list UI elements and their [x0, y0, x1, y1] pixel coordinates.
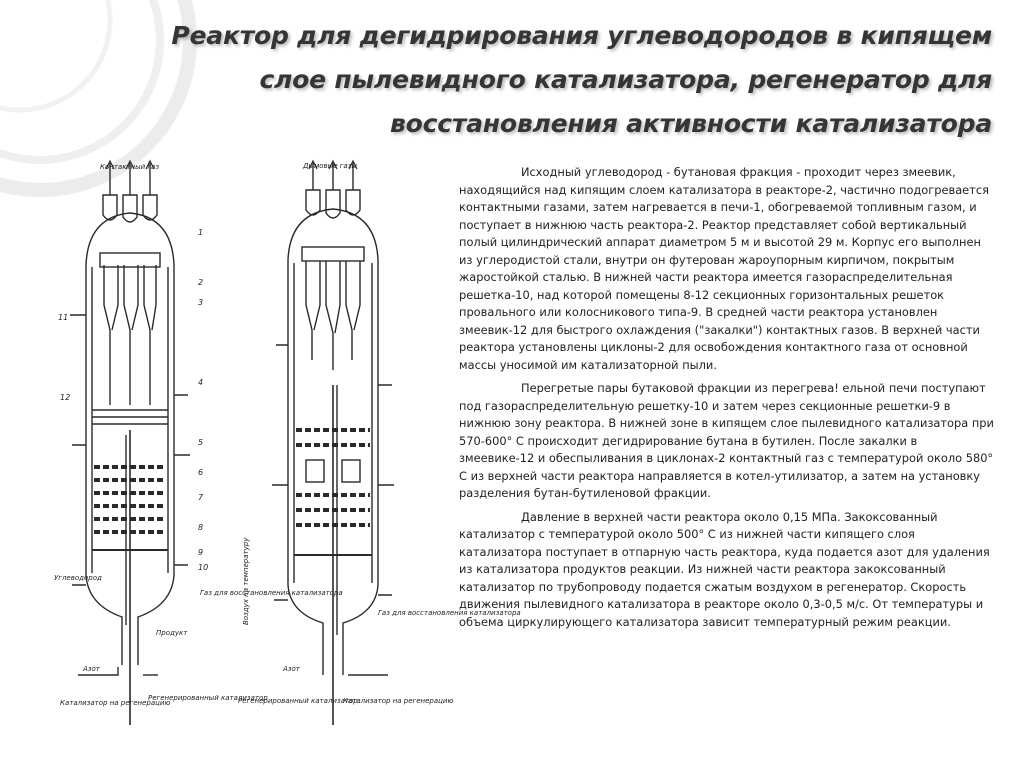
regenerator-drawing — [272, 161, 394, 725]
reactor-drawing — [70, 161, 190, 725]
label-reactor-top: Контактный газ — [100, 163, 160, 171]
paragraph-superheated: Перегретые пары бутаковой фракции из перегрева! ельной печи поступают под газораспределительную решетку-10 и затем через секционные решетки-9 в нижнюю зону реактора. В нижней зоне в кипящем слое пылевидного катализатора при 570-600° С происходит дегидрирование бутана в бутилен. После закалки в змеевике-12 и обеспыливания в циклонах-2 контактный газ с температурой около 580° С из верхней части реактора направляется в котел-утилизатор, а затем на установку разделения бутан-бутиленовой фракции. — [459, 381, 994, 500]
part-number: 10 — [198, 563, 209, 572]
part-number: 3 — [198, 298, 204, 307]
reactor-regenerator-diagram — [48, 155, 521, 735]
part-number: 2 — [198, 278, 204, 287]
part-number: 6 — [198, 468, 204, 477]
part-number: 11 — [58, 313, 69, 322]
label-regen-top: Дымовые газы — [303, 162, 357, 170]
label-air-mid: Воздух на температуру — [242, 537, 250, 625]
paragraph-process: Исходный углеводород - бутановая фракция - проходит через змеевик, находящийся над кипящим слоем катализатора в реакторе-2, частично подогревается контактными газами, затем нагревается в печи-1, обогреваемой топливным газом, и поступает в нижнюю часть реактора-2. Реактор представляет собой вертикальный полый цилиндрический аппарат диаметром 5 м и высотой 29 м. Корпус его выполнен из углеродистой стали, внутри он футерован жароупорным кирпичом, покрытым жаростойкой сталью. В нижней части реактора имеется газораспределительная решетка-10, над которой помещены 8-12 секционных горизонтальных решеток провального или колосникового типа-9. В средней части реактора установлен змеевик-12 для быстрого охлаждения ("закалки") контактных газов. В верхней части реактора установлены циклоны-2 для освобождения контактного газа от основной массы уносимой им катализаторной пыли. — [459, 165, 989, 372]
part-number: 9 — [198, 548, 204, 557]
part-number: 4 — [198, 378, 204, 387]
part-number: 7 — [198, 493, 204, 502]
part-number: 8 — [198, 523, 204, 532]
part-number: 12 — [60, 393, 71, 402]
part-number: 1 — [198, 228, 204, 237]
label-nitrogen-left: Азот — [83, 665, 100, 673]
slide-title: Реактор для дегидрирования углеводородов в кипящем слое пылевидного катализатора, регенератор для восстановления активности катализатора — [171, 21, 992, 138]
part-number: 5 — [198, 438, 204, 447]
paragraph-pressure: Давление в верхней части реактора около 0,15 МПа. Закоксованный катализатор с температурой около 500° С из нижней части кипящего слоя катализатора поступает в отпарную часть реактора, куда подается азот для удаления из катализатора продуктов реакции. Из нижней части реактора закоксованный катализатор по трубопроводу подается сжатым воздухом в регенератор. Скорость движения пылевидного катализатора в реакторе около 0,3-0,5 м/с. От температуры и объема циркулирующего катализатора зависит температурный режим реакции. — [459, 509, 990, 629]
body-text — [459, 164, 995, 637]
label-catalyst-to-regen-left: Катализатор на регенерацию — [60, 699, 171, 707]
label-nitrogen-right: Азот — [283, 665, 300, 673]
label-catalyst-to-regen-right: Катализатор на регенерацию — [343, 697, 454, 705]
label-gas-restore: Газ для восстановления катализатора — [200, 589, 343, 597]
label-gas-right: Газ для восстановления катализатора — [378, 609, 521, 617]
label-product: Продукт — [156, 629, 188, 637]
label-hydrocarbon: Углеводород — [54, 574, 102, 582]
label-regen-catalyst-right: Регенерированный катализатор — [238, 697, 358, 705]
label-regen-catalyst-left: Регенерированный катализатор — [148, 694, 268, 702]
